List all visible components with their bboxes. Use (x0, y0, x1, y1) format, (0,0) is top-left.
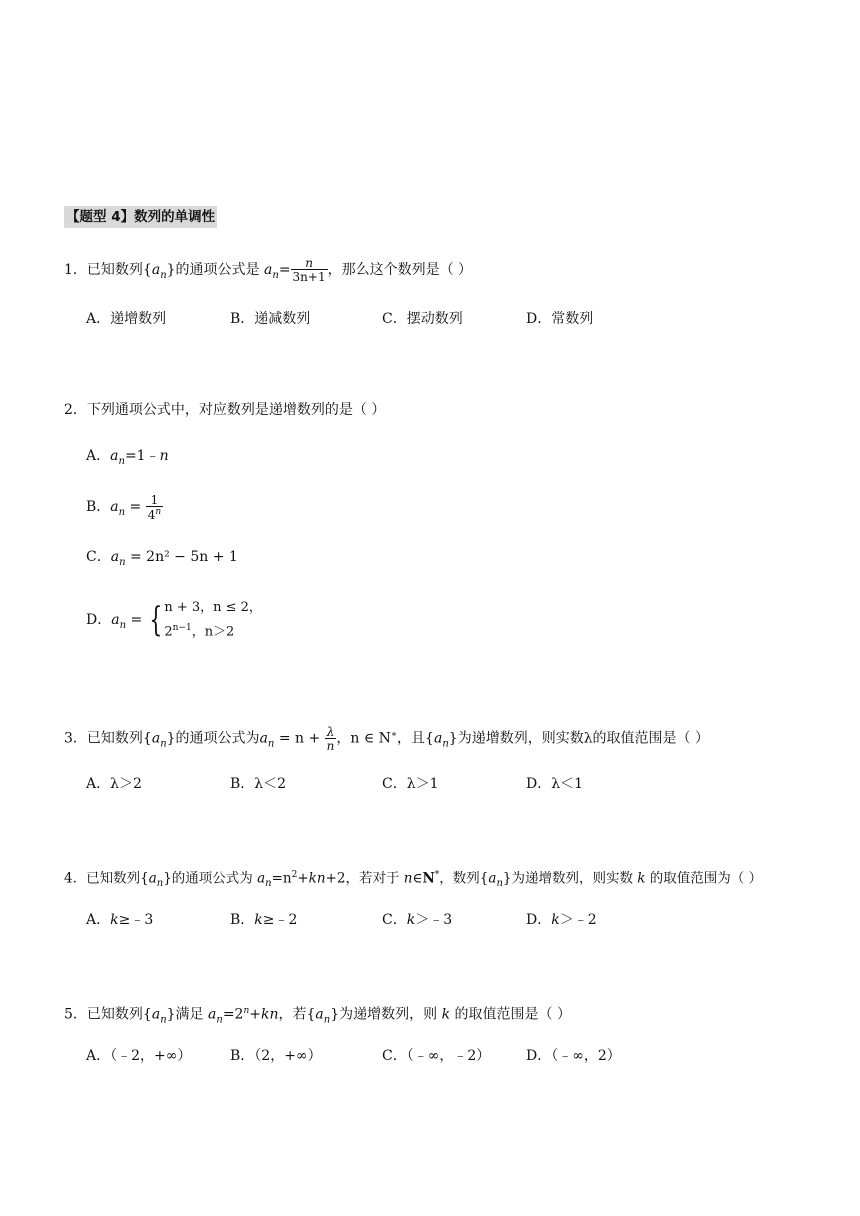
q3-option-a[interactable]: A．λ＞2 (86, 776, 142, 792)
q5-option-d[interactable]: D．（﹣∞，2） (526, 1048, 621, 1064)
piecewise-cases: n + 3，n ≤ 2， $2^{n-1}$，n＞2 (164, 600, 262, 640)
q4-option-d[interactable]: D．k＞﹣2 (526, 912, 597, 928)
q3-option-d[interactable]: D．λ＜1 (526, 776, 584, 792)
brace-icon: { (149, 600, 162, 641)
section-header: 【题型 4】数列的单调性 (64, 206, 217, 228)
q2-option-c[interactable]: C．$a_n = 2n^2 - 5n + 1$ (86, 549, 238, 568)
q1-option-b[interactable]: B．递减数列 (230, 311, 311, 327)
q4-option-a[interactable]: A．k≥﹣3 (86, 912, 154, 928)
q3-option-b[interactable]: B．λ＜2 (230, 776, 287, 792)
q5-option-a[interactable]: A．（﹣2，+∞） (86, 1048, 192, 1064)
fraction: $\frac{n}{3n+1}$ (292, 256, 326, 284)
q1-option-d[interactable]: D．常数列 (526, 311, 594, 327)
question-4-stem: 4．已知数列$\{a_n\}$的通项公式为 $a_n=n^2+kn+2$，若对于 n∈N*，数列$\{a_n\}$为递增数列，则实数 k 的取值范围为（ ） (64, 870, 763, 890)
question-2-stem: 2．下列通项公式中，对应数列是递增数列的是（ ） (64, 402, 386, 418)
question-5-stem: 5．已知数列$\{a_n\}$满足 $a_n=2^n+kn$，若$\{a_n\}$为递增数列，则 k 的取值范围是（ ） (64, 1006, 571, 1026)
q2-option-d[interactable]: D．$a_n$ = { n + 3，n ≤ 2， $2^{n-1}$，n＞2 (86, 598, 262, 642)
q1-option-a[interactable]: A．递增数列 (86, 311, 167, 327)
q4-option-c[interactable]: C．k＞﹣3 (382, 912, 453, 928)
question-1-stem: 1．已知数列$\{a_n\}$的通项公式是 $a_n=$ $\frac{n}{3n+1}$ ，那么这个数列是（ ） (64, 256, 473, 284)
question-3-stem: 3．已知数列$\{a_n\}$的通项公式为$a_n = n$ + $\frac{\lambda}{n}$ ，n ∈ N∗，且$\{a_n\}$为递增数列，则实数λ的取值范围是（ ） (64, 724, 710, 753)
q2-option-b[interactable]: B．$a_n$ = $\frac{1}{4^n}$ (86, 492, 162, 522)
q2-option-a[interactable]: A．$a_n=1﹣n$ (86, 448, 169, 467)
q4-option-b[interactable]: B．k≥﹣2 (230, 912, 298, 928)
q3-option-c[interactable]: C．λ＞1 (382, 776, 439, 792)
q1-option-c[interactable]: C．摆动数列 (382, 311, 463, 327)
q5-option-b[interactable]: B．（2，+∞） (230, 1048, 322, 1064)
q5-option-c[interactable]: C．（﹣∞，﹣2） (382, 1048, 491, 1064)
